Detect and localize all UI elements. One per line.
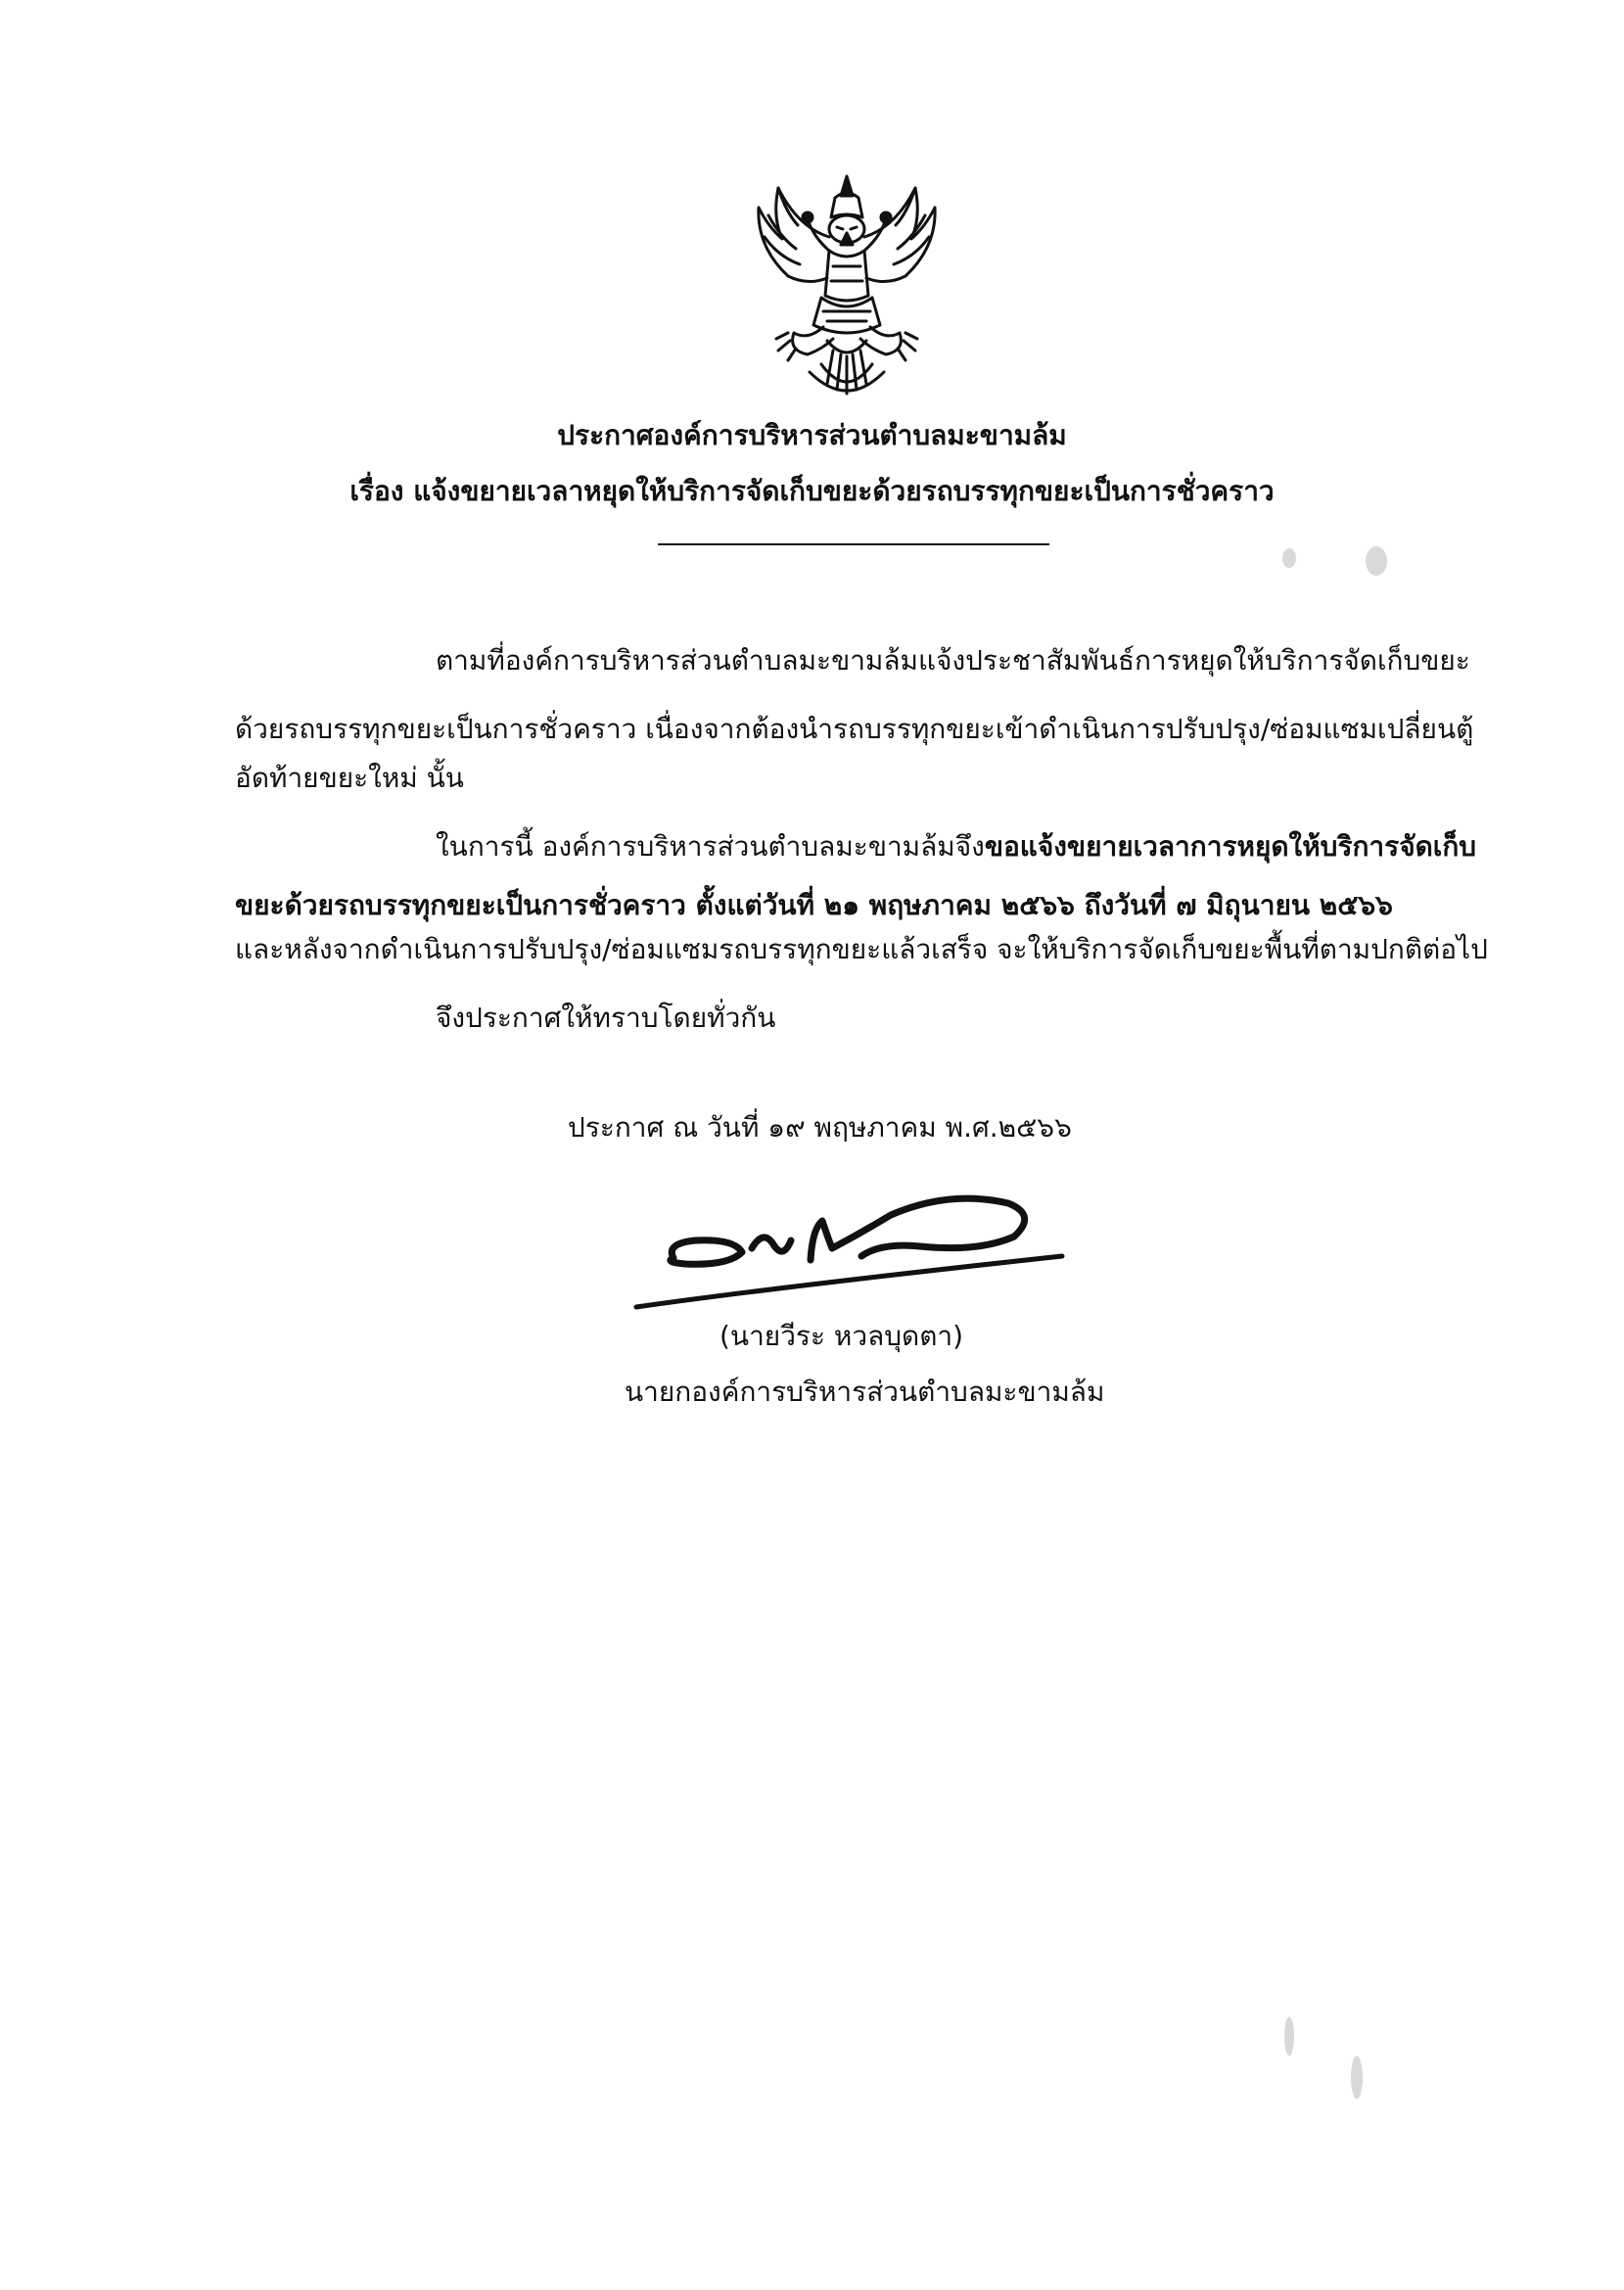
paragraph-1-line-1: ตามที่องค์การบริหารส่วนตำบลมะขามล้มแจ้งประชาสัมพันธ์การหยุดให้บริการจัดเก็บขยะ — [436, 644, 1470, 677]
paragraph-2-line-3: และหลังจากดำเนินการปรับปรุง/ซ่อมแซมรถบรรทุกขยะแล้วเสร็จ จะให้บริการจัดเก็บขยะพื้นที่ตามปกติต่อไป — [235, 933, 1488, 965]
paragraph-1-line-2: ด้วยรถบรรทุกขยะเป็นการชั่วคราว เนื่องจากต้องนำรถบรรทุกขยะเข้าดำเนินการปรับปรุง/ซ่อมแซมเปลี่ยนตู้ — [235, 713, 1474, 745]
closing-line: จึงประกาศให้ทราบโดยทั่วกัน — [436, 1002, 776, 1034]
garuda-emblem-icon — [739, 168, 954, 403]
signatory-position: นายกองค์การบริหารส่วนตำบลมะขามล้ม — [625, 1376, 1105, 1408]
handwritten-signature — [626, 1190, 1067, 1317]
scan-speck — [1366, 546, 1387, 576]
paragraph-2-line-1-plain: ในการนี้ องค์การบริหารส่วนตำบลมะขามล้มจึง — [436, 830, 985, 863]
paragraph-2-line-1-bold: ขอแจ้งขยายเวลาการหยุดให้บริการจัดเก็บ — [984, 830, 1477, 863]
issuer-title: ประกาศองค์การบริหารส่วนตำบลมะขามล้ม — [557, 419, 1067, 451]
paragraph-2-line-2: ขยะด้วยรถบรรทุกขยะเป็นการชั่วคราว ตั้งแต่วันที่ ๒๑ พฤษภาคม ๒๕๖๖ ถึงวันที่ ๗ มิถุนายน ๒๕๖๖ — [235, 889, 1393, 921]
date-line: ประกาศ ณ วันที่ ๑๙ พฤษภาคม พ.ศ.๒๕๖๖ — [568, 1111, 1072, 1144]
signatory-name: (นายวีระ หวลบุดตา) — [719, 1320, 964, 1352]
header-divider — [658, 543, 1049, 545]
subject-title: เรื่อง แจ้งขยายเวลาหยุดให้บริการจัดเก็บขยะด้วยรถบรรทุกขยะเป็นการชั่วคราว — [349, 475, 1275, 507]
scan-speck — [1282, 548, 1296, 568]
scan-speck — [1351, 2056, 1363, 2099]
paragraph-1-line-3: อัดท้ายขยะใหม่ นั้น — [235, 762, 464, 794]
scan-speck — [1284, 2017, 1294, 2056]
paragraph-2-line-1 — [436, 827, 1476, 866]
